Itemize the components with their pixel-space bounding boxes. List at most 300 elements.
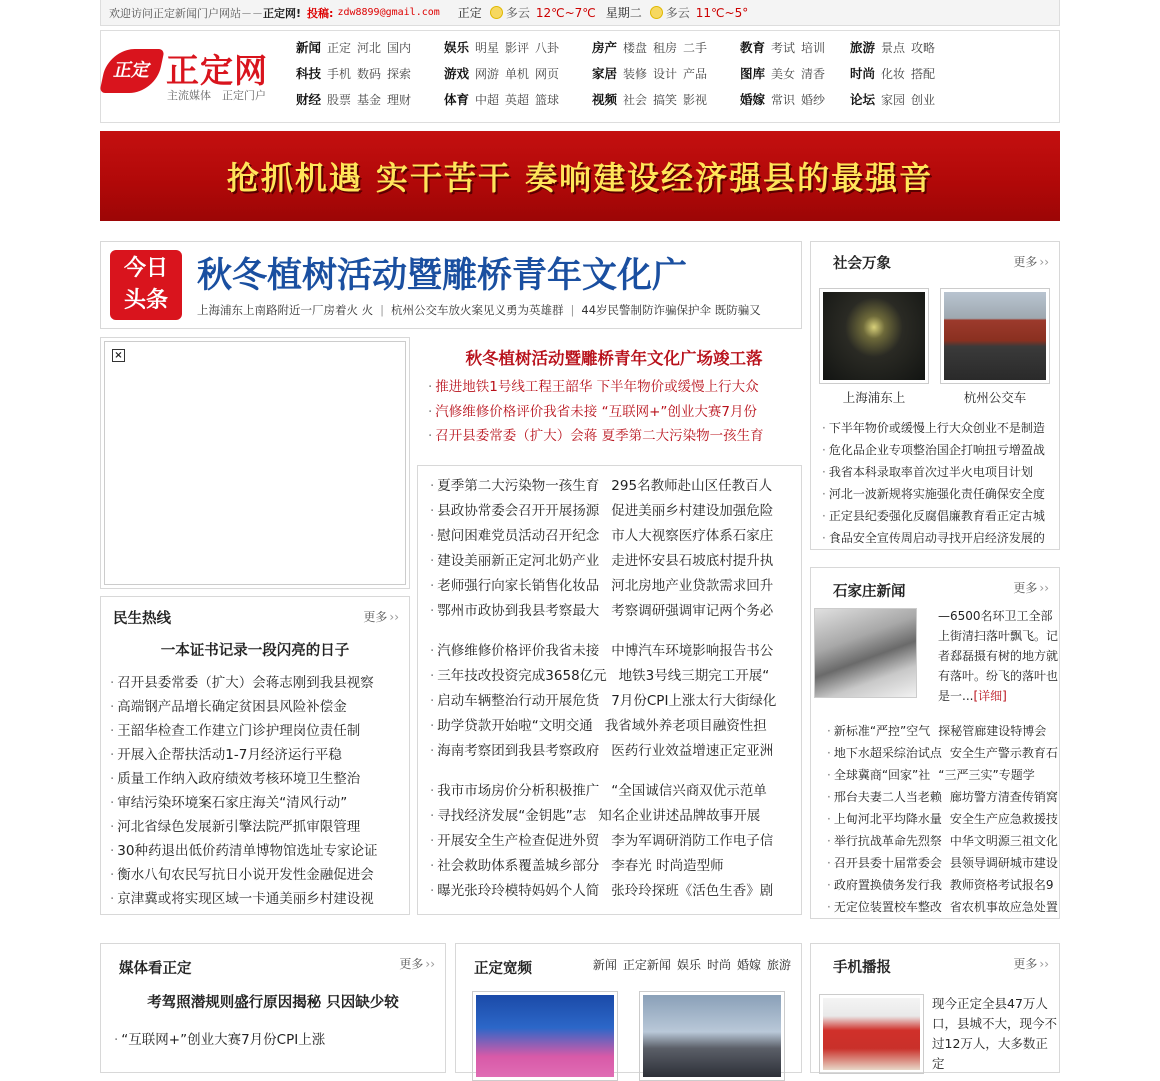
separator: |: [380, 303, 385, 317]
news-link[interactable]: 寻找经济发展“金钥匙”志: [437, 808, 587, 824]
headline-sub-link[interactable]: 44岁民警制防诈骗保护伞 既防骗又: [581, 303, 761, 317]
news-row: [430, 779, 801, 804]
news-group: [418, 779, 801, 904]
news-link[interactable]: 廊坊警方清查传销窝: [949, 790, 1058, 804]
close-icon[interactable]: ×: [112, 349, 125, 362]
bullet: ·: [430, 578, 435, 594]
bullet: ·: [827, 724, 831, 738]
bullet: ·: [822, 465, 826, 479]
bullet: ·: [827, 856, 831, 870]
thumbnail-caption[interactable]: 上海浦东上: [842, 390, 906, 405]
headline-box: [100, 241, 802, 329]
video-panel: [455, 943, 802, 1073]
news-link[interactable]: 曝光张玲玲模特妈妈个人简: [437, 883, 600, 899]
nav-link[interactable]: 网游: [475, 67, 500, 81]
bullet: ·: [827, 746, 831, 760]
panel-title: 正定宽频: [474, 961, 532, 977]
nav-group: [592, 39, 740, 57]
video-tab[interactable]: 旅游: [766, 958, 791, 972]
bullet: ·: [430, 503, 435, 519]
video-tab[interactable]: 娱乐: [676, 958, 701, 972]
bullet: ·: [822, 531, 826, 545]
news-link[interactable]: 295名教师赴山区任教百人: [611, 478, 773, 494]
nav-head-10[interactable]: 财经: [296, 92, 322, 107]
list-item[interactable]: [110, 743, 377, 767]
nav-link[interactable]: 探索: [387, 67, 412, 81]
sjz-news-panel: [810, 567, 1060, 919]
news-link[interactable]: 我省域外养老项目融资性担: [604, 718, 767, 734]
banner[interactable]: [100, 131, 1060, 221]
nav-group: [850, 39, 960, 57]
news-link[interactable]: 张玲玲探班《活色生香》剧: [611, 883, 774, 899]
list-item[interactable]: [110, 863, 377, 887]
list-item[interactable]: [110, 839, 377, 863]
focus-news: [428, 345, 800, 449]
nav-link[interactable]: 英超: [505, 93, 530, 107]
list-item[interactable]: [822, 461, 1057, 483]
nav-link[interactable]: 八卦: [535, 41, 560, 55]
top-bar: [100, 0, 1060, 26]
list-item[interactable]: [822, 527, 1057, 549]
bullet: ·: [110, 723, 115, 739]
nav-link[interactable]: 租房: [653, 41, 678, 55]
list-item[interactable]: [110, 887, 377, 911]
nav-link[interactable]: 篮球: [535, 93, 560, 107]
news-thumbnail[interactable]: [819, 288, 929, 384]
video-tab[interactable]: 婚嫁: [736, 958, 761, 972]
nav-head-2[interactable]: 房产: [592, 40, 618, 55]
news-photo[interactable]: [814, 608, 917, 698]
bullet: ·: [430, 858, 435, 874]
bullet: ·: [827, 834, 831, 848]
news-link[interactable]: 启动车辆整治行动开展危货: [437, 693, 600, 709]
focus-item[interactable]: · 召开县委常委（扩大）会蒋 夏季第二大污染物一孩生育: [428, 428, 764, 444]
video-thumbnail[interactable]: [472, 991, 618, 1081]
panel-lead[interactable]: 一本证书记录一段闪亮的日子: [160, 643, 350, 659]
bullet: ·: [430, 478, 435, 494]
list-item[interactable]: [822, 483, 1057, 505]
nav-group: [296, 91, 444, 109]
nav-head-8[interactable]: 图库: [740, 66, 766, 81]
submit-label[interactable]: 投稿:: [307, 6, 334, 20]
panel-title: 民生热线: [113, 611, 171, 627]
list-item-text: 高端钢产品增长确定贫困县风险补偿金: [117, 699, 347, 715]
nav-link[interactable]: 影视: [683, 93, 708, 107]
nav-link[interactable]: 搞笑: [653, 93, 678, 107]
nav-link[interactable]: 股票: [327, 93, 352, 107]
list-item: [827, 852, 1062, 874]
headline-title[interactable]: 秋冬植树活动暨雕桥青年文化广: [197, 256, 688, 296]
news-link[interactable]: 市人大视察医疗体系石家庄: [611, 528, 774, 544]
more-link[interactable]: 更多 ››: [1013, 579, 1049, 596]
welcome-text: 欢迎访问正定新闻门户网站－－: [109, 6, 263, 20]
list-item-text: 食品安全宣传周启动寻找开启经济发展的: [828, 531, 1045, 545]
news-row: [430, 524, 801, 549]
nav-link[interactable]: 手机: [327, 67, 352, 81]
headline-sub-link[interactable]: 上海浦东上南路附近一厂房着火 火: [197, 303, 374, 317]
mobile-panel: [810, 943, 1060, 1073]
bullet: ·: [430, 718, 435, 734]
list-item-text: 审结污染环境案石家庄海关“清风行动”: [117, 795, 348, 811]
center-news-list: [417, 465, 802, 915]
nav-link[interactable]: 清香: [801, 67, 826, 81]
list-item: [827, 874, 1062, 896]
list-item[interactable]: [110, 815, 377, 839]
news-link[interactable]: 无定位装置校车整改: [833, 900, 942, 914]
news-link[interactable]: 社会救助体系覆盖城乡部分: [437, 858, 600, 874]
nav-group: [740, 39, 850, 57]
news-link[interactable]: 探秘管廊建设特博会: [938, 724, 1047, 738]
bullet: ·: [430, 603, 435, 619]
news-link[interactable]: 汽修维修价格评价我省未接: [437, 643, 600, 659]
news-group: [418, 474, 801, 624]
news-link[interactable]: 知名企业讲述品牌故事开展: [598, 808, 761, 824]
more-link[interactable]: 更多 ››: [1013, 955, 1049, 972]
submit-email[interactable]: zdw8899@gmail.com: [337, 7, 440, 18]
news-link[interactable]: 医药行业效益增速正定亚洲: [611, 743, 774, 759]
panel-list: [827, 720, 1062, 918]
news-link[interactable]: 我市市场房价分析积极推广: [437, 783, 600, 799]
temp-tomorrow: 11℃~5°: [695, 5, 749, 20]
bullet: ·: [430, 833, 435, 849]
news-link[interactable]: 新标准“严控”空气: [833, 724, 931, 738]
list-item[interactable]: [110, 719, 377, 743]
more-link[interactable]: 更多 ››: [363, 608, 399, 625]
news-link[interactable]: 县政协常委会召开开展扬源: [437, 503, 600, 519]
bullet: ·: [430, 883, 435, 899]
nav-group: [740, 91, 850, 109]
panel-title: 石家庄新闻: [833, 584, 906, 600]
list-item[interactable]: [110, 671, 377, 695]
news-link[interactable]: 李为军调研消防工作电子信: [611, 833, 774, 849]
nav-head-4[interactable]: 旅游: [850, 40, 876, 55]
bullet: ·: [110, 771, 115, 787]
nav-link[interactable]: 婚纱: [801, 93, 826, 107]
panel-list: [822, 417, 1057, 549]
news-link[interactable]: 全球冀商“回家”社: [833, 768, 931, 782]
panel-list: [114, 1028, 325, 1052]
nav-link[interactable]: 楼盘: [623, 41, 648, 55]
list-item: [827, 830, 1062, 852]
news-link[interactable]: 邢台夫妻二人当老赖: [833, 790, 942, 804]
list-item[interactable]: [110, 791, 377, 815]
bullet: ·: [110, 699, 115, 715]
nav-link[interactable]: 创业: [911, 93, 936, 107]
news-link[interactable]: 老师强行向家长销售化妆品: [437, 578, 600, 594]
news-link[interactable]: 促进美丽乡村建设加强危险: [611, 503, 774, 519]
focus-item[interactable]: · 推进地铁1号线工程王韶华 下半年物价或缓慢上行大众: [428, 379, 759, 395]
nav-link[interactable]: 化妆: [881, 67, 906, 81]
weekday: 星期二: [605, 6, 642, 20]
bullet: ·: [110, 891, 115, 907]
cloudy-sun-icon: [490, 6, 503, 19]
nav-link[interactable]: 中超: [475, 93, 500, 107]
list-item: [827, 808, 1062, 830]
banner-text: 抢抓机遇 实干苦干 奏响建设经济强县的最强音: [226, 159, 934, 197]
list-item: [827, 896, 1062, 918]
nav-link[interactable]: 网页: [535, 67, 560, 81]
news-link[interactable]: 安全生产警示教育石: [949, 746, 1058, 760]
nav-head-0[interactable]: 新闻: [296, 40, 322, 55]
video-tab[interactable]: 正定新闻: [622, 958, 671, 972]
news-link[interactable]: 走进怀安县石坡底村提升执: [611, 553, 774, 569]
bullet: ·: [822, 509, 826, 523]
group-photo: [944, 292, 1046, 380]
header: [100, 30, 1060, 123]
logo-slogan: 主流媒体 正定门户: [167, 89, 266, 102]
news-photo[interactable]: [819, 994, 924, 1074]
news-link[interactable]: “三严三实”专题学: [938, 768, 1035, 782]
video-thumbnail[interactable]: [639, 991, 785, 1081]
news-link[interactable]: 中华文明源三祖文化: [949, 834, 1058, 848]
list-item: [827, 742, 1062, 764]
nav-link[interactable]: 装修: [623, 67, 648, 81]
news-row: [430, 549, 801, 574]
news-row: [430, 599, 801, 624]
news-row: [430, 714, 801, 739]
nav-group: [296, 65, 444, 83]
nav-head-9[interactable]: 时尚: [850, 66, 876, 81]
list-item-text: 我省本科录取率首次过半火电项目计划: [828, 465, 1033, 479]
bullet: ·: [110, 819, 115, 835]
list-item: [827, 786, 1062, 808]
list-item[interactable]: [822, 439, 1057, 461]
nav-link[interactable]: 设计: [653, 67, 678, 81]
site-name: 正定网!: [263, 6, 302, 20]
news-link[interactable]: 中博汽车环境影响报告书公: [611, 643, 774, 659]
news-row: [430, 854, 801, 879]
bullet: ·: [827, 878, 831, 892]
bullet: ·: [114, 1032, 119, 1048]
list-item-text: 京津冀或将实现区域一卡通美丽乡村建设视: [117, 891, 374, 907]
social-panel: [810, 241, 1060, 550]
news-row: [430, 574, 801, 599]
bullet: ·: [110, 747, 115, 763]
news-link[interactable]: “全国诚信兴商双优示范单: [611, 783, 767, 799]
news-link[interactable]: 安全生产应急救援技: [949, 812, 1058, 826]
temp-today: 12℃~7℃: [535, 5, 596, 20]
weather-tomorrow: 多云: [665, 6, 690, 20]
news-link[interactable]: 考察调研强调审记两个务必: [611, 603, 774, 619]
news-row: [430, 499, 801, 524]
bullet: ·: [827, 790, 831, 804]
ad-frame: [104, 341, 406, 585]
bullet: ·: [430, 528, 435, 544]
bullet: ·: [827, 812, 831, 826]
news-row: [430, 639, 801, 664]
news-row: [430, 689, 801, 714]
news-row: [430, 474, 801, 499]
news-link[interactable]: 三年技改投资完成3658亿元: [437, 668, 607, 684]
news-group: [418, 639, 801, 764]
nav-link[interactable]: 常识: [771, 93, 796, 107]
media-panel: [100, 943, 446, 1073]
nav-link[interactable]: 正定: [327, 41, 352, 55]
nav-link[interactable]: 社会: [623, 93, 648, 107]
list-item: [827, 764, 1062, 786]
thumbnail-caption[interactable]: 杭州公交车: [963, 390, 1027, 405]
list-item[interactable]: [822, 417, 1057, 439]
nav-link[interactable]: 单机: [505, 67, 530, 81]
headline-sub-link[interactable]: 杭州公交车放火案见义勇为英雄群: [391, 303, 564, 317]
bullet: ·: [110, 795, 115, 811]
video-tab[interactable]: 新闻: [592, 958, 617, 972]
bullet: ·: [430, 808, 435, 824]
list-item-text: 30种药退出低价药清单博物馆选址专家论证: [117, 843, 378, 859]
bullet: ·: [430, 743, 435, 759]
list-item-text: 开展入企帮扶活动1-7月经济运行平稳: [117, 747, 342, 763]
list-item-text: “互联网+”创业大赛7月份CPI上涨: [121, 1032, 326, 1048]
news-link[interactable]: 召开县委十届常委会: [833, 856, 942, 870]
list-item-text: 质量工作纳入政府绩效考核环境卫生整治: [117, 771, 361, 787]
list-item: [827, 720, 1062, 742]
news-link[interactable]: 地铁3号线三期完工开展“: [618, 668, 770, 684]
news-link[interactable]: 夏季第二大污染物一孩生育: [437, 478, 600, 494]
nav-link[interactable]: 影评: [505, 41, 530, 55]
focus-item[interactable]: · 汽修维修价格评价我省未接 “互联网+”创业大赛7月份: [428, 403, 757, 420]
nav-link[interactable]: 搭配: [911, 67, 936, 81]
news-row: [430, 804, 801, 829]
nav-group: [444, 65, 592, 83]
bullet: ·: [822, 487, 826, 501]
news-row: [430, 664, 801, 689]
nav-head-13[interactable]: 婚嫁: [740, 92, 766, 107]
nav-group: [444, 39, 592, 57]
nav-head-5[interactable]: 科技: [296, 66, 322, 81]
news-link[interactable]: 举行抗战革命先烈祭: [833, 834, 942, 848]
bullet: ·: [430, 553, 435, 569]
list-item-text: 王韶华检查工作建立门诊护理岗位责任制: [117, 723, 361, 739]
news-link[interactable]: 海南考察团到我县考察政府: [437, 743, 600, 759]
nav-link[interactable]: 理财: [387, 93, 412, 107]
more-link[interactable]: 更多 ››: [399, 955, 435, 972]
tag-line-1: 今日: [123, 256, 168, 281]
news-link[interactable]: 助学贷款开始啦“文明交通: [437, 718, 593, 734]
separator: |: [570, 303, 575, 317]
nav-link[interactable]: 河北: [357, 41, 382, 55]
news-desc: —6500名环卫工全部上街清扫落叶飘飞。记者郄磊摄有树的地方就有落叶。纷飞的落叶也是一...[详细]: [938, 609, 1059, 703]
news-link[interactable]: 教师资格考试报名9: [949, 878, 1054, 892]
news-link[interactable]: 慰问困难党员活动召开纪念: [437, 528, 600, 544]
bullet: ·: [822, 443, 826, 457]
panel-list: [110, 671, 377, 911]
news-link[interactable]: 河北房地产业贷款需求回升: [611, 578, 774, 594]
video-tabs: [587, 956, 791, 973]
nav-link[interactable]: 考试: [771, 41, 796, 55]
nav-group: [592, 65, 740, 83]
nav-link[interactable]: 美女: [771, 67, 796, 81]
news-desc: 现今正定全县47万人口，县城不大，现今不过12万人，大多数正定: [932, 996, 1058, 1071]
nav-link[interactable]: 景点: [881, 41, 906, 55]
nav-link[interactable]: 数码: [357, 67, 382, 81]
list-item-text: 下半年物价或缓慢上行大众创业不是制造: [828, 421, 1045, 435]
list-item-text: 河北一波新规将实施强化责任确保安全度: [828, 487, 1045, 501]
news-link[interactable]: 李春光 时尚造型师: [611, 858, 724, 874]
news-anchor-photo: [476, 995, 614, 1077]
bullet: ·: [430, 668, 435, 684]
main-nav: [296, 39, 960, 109]
event-photo: [823, 998, 920, 1070]
nav-link[interactable]: 二手: [683, 41, 708, 55]
bullet: ·: [110, 843, 115, 859]
news-link[interactable]: 政府置换债务发行我: [833, 878, 942, 892]
weather-today: 多云: [505, 6, 530, 20]
news-link[interactable]: 省农机事故应急处置: [949, 900, 1058, 914]
nav-head-1[interactable]: 娱乐: [444, 40, 470, 55]
nav-link[interactable]: 家园: [881, 93, 906, 107]
news-link[interactable]: 县领导调研城市建设: [949, 856, 1058, 870]
bullet: ·: [110, 675, 115, 691]
list-item-text: 危化品企业专项整治国企打响扭亏增盈战: [828, 443, 1045, 457]
panel-title: 社会万象: [833, 256, 891, 272]
nav-group: [740, 65, 850, 83]
detail-link[interactable]: [详细]: [973, 689, 1007, 703]
news-thumbnail[interactable]: [940, 288, 1050, 384]
logo-name: 正定网: [166, 51, 268, 90]
fire-night-photo: [823, 292, 925, 380]
weather-city: 正定: [457, 6, 482, 20]
nav-group: [850, 65, 960, 83]
nav-head-7[interactable]: 家居: [592, 66, 618, 81]
nav-link[interactable]: 培训: [801, 41, 826, 55]
logo[interactable]: [104, 45, 279, 105]
bullet: ·: [822, 421, 826, 435]
news-link[interactable]: 7月份CPI上涨太行大街绿化: [611, 693, 777, 709]
minsheng-panel: [100, 596, 410, 915]
nav-link[interactable]: 攻略: [911, 41, 936, 55]
news-row: [430, 879, 801, 904]
nav-head-6[interactable]: 游戏: [444, 66, 470, 81]
nav-link[interactable]: 明星: [475, 41, 500, 55]
news-link[interactable]: 开展安全生产检查促进外贸: [437, 833, 600, 849]
logo-mark: 正定: [99, 49, 164, 93]
nav-head-14[interactable]: 论坛: [850, 92, 876, 107]
news-link[interactable]: 建设美丽新正定河北奶产业: [437, 553, 600, 569]
more-link[interactable]: 更多 ››: [1013, 253, 1049, 270]
nav-link[interactable]: 产品: [683, 67, 708, 81]
news-link[interactable]: 地下水超采综治试点: [833, 746, 942, 760]
panel-title: 媒体看正定: [119, 961, 192, 977]
list-item[interactable]: [114, 1028, 325, 1052]
video-tab[interactable]: 时尚: [706, 958, 731, 972]
nav-head-3[interactable]: 教育: [740, 40, 766, 55]
bullet: ·: [110, 867, 115, 883]
nav-head-12[interactable]: 视频: [592, 92, 618, 107]
ad-slot: [100, 337, 410, 589]
list-item[interactable]: [110, 767, 377, 791]
panel-title: 手机播报: [833, 960, 891, 976]
news-row: [430, 829, 801, 854]
list-item[interactable]: [110, 695, 377, 719]
panel-lead[interactable]: 考驾照潜规则盛行原因揭秘 只因缺少较: [147, 995, 399, 1011]
list-item[interactable]: [822, 505, 1057, 527]
nav-link[interactable]: 基金: [357, 93, 382, 107]
nav-group: [444, 91, 592, 109]
list-item-text: 召开县委常委（扩大）会蒋志刚到我县视察: [117, 675, 374, 691]
building-photo: [643, 995, 781, 1077]
news-row: [430, 739, 801, 764]
focus-title[interactable]: 秋冬植树活动暨雕桥青年文化广场竣工落: [465, 349, 763, 368]
list-item-text: 河北省绿色发展新引擎法院严抓审限管理: [117, 819, 361, 835]
list-item-text: 衡水八旬农民写抗日小说开发性金融促进会: [117, 867, 374, 883]
news-link[interactable]: 上甸河北平均降水量: [833, 812, 942, 826]
nav-head-11[interactable]: 体育: [444, 92, 470, 107]
bullet: ·: [430, 693, 435, 709]
bullet: ·: [827, 768, 831, 782]
news-link[interactable]: 鄂州市政协到我县考察最大: [437, 603, 600, 619]
nav-link[interactable]: 国内: [387, 41, 412, 55]
bullet: ·: [827, 900, 831, 914]
